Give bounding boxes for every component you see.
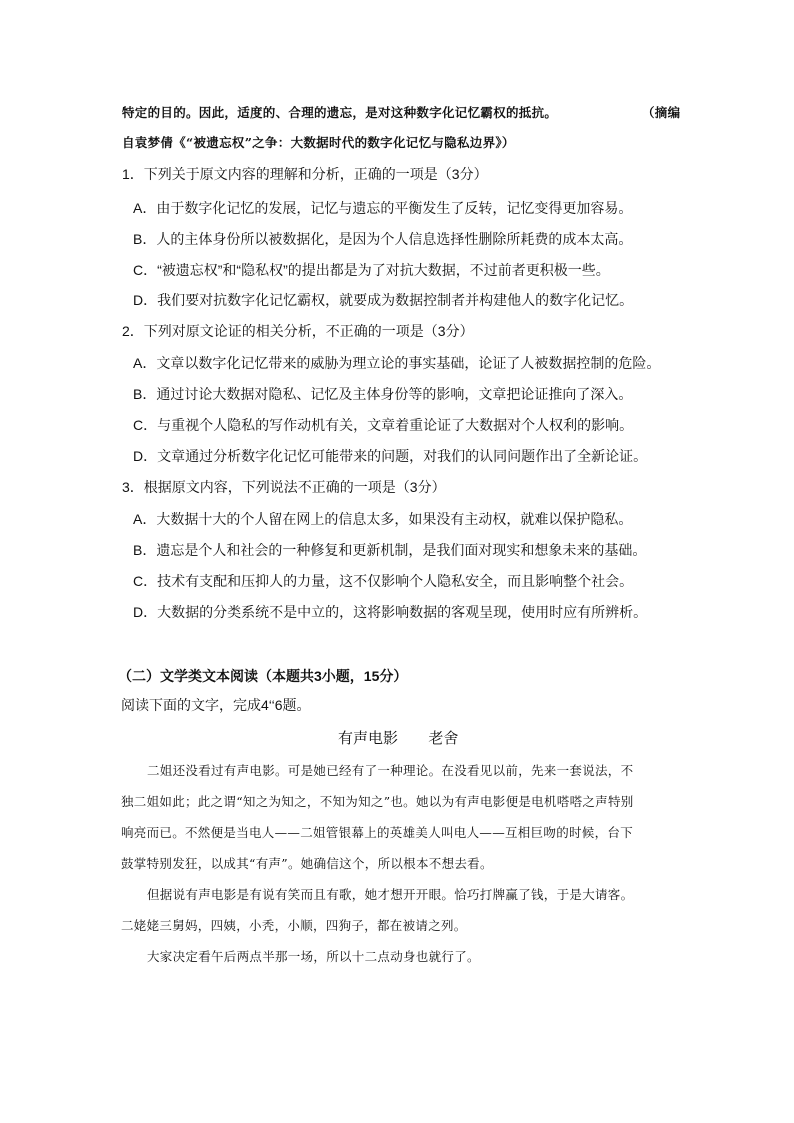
story-title: 有声电影 (338, 730, 399, 747)
story-paragraph-2-line-1: 但据说有声电影是有说有笑而且有歌，她才想开开眼。恰巧打牌赢了钱，于是大请客。 (147, 887, 634, 902)
question-2-option-b: B．通过讨论大数据对隐私、记忆及主体身份等的影响，文章把论证推向了深入。 (133, 386, 633, 402)
question-2-option-d: D．文章通过分析数字化记忆可能带来的问题，对我们的认同问题作出了全新论证。 (133, 448, 648, 464)
question-2-stem: 2．下列对原文论证的相关分析，不正确的一项是（3分） (122, 323, 474, 339)
story-title-line (338, 727, 458, 748)
story-paragraph-1-line-2: 独二姐如此；此之谓“知之为知之，不知为知之”也。她以为有声电影便是电机嗒嗒之声特别 (121, 794, 634, 809)
story-paragraph-1-line-1: 二姐还没看过有声电影。可是她已经有了一种理论。在没看见以前，先来一套说法，不 (147, 763, 634, 778)
passage-closing-line (122, 103, 681, 121)
source-citation: 自袁梦倩《“被遗忘权”之争：大数据时代的数字化记忆与隐私边界》） (122, 135, 515, 150)
question-1-option-a: A．由于数字化记忆的发展，记忆与遗忘的平衡发生了反转，记忆变得更加容易。 (133, 200, 633, 216)
passage-closing-text: 特定的目的。因此，适度的、合理的遗忘，是对这种数字化记忆霸权的抵抗。 (122, 105, 558, 120)
question-2-option-a: A．文章以数字化记忆带来的威胁为理立论的事实基础，论证了人被数据控制的危险。 (133, 355, 661, 371)
story-paragraph-1-line-4: 鼓掌特别发狂，以成其“有声”。她确信这个，所以根本不想去看。 (121, 856, 493, 871)
story-paragraph-1-line-3: 响亮而已。不然便是当电人——二姐管银幕上的英雄美人叫电人——互相巨吻的时候，台下 (121, 825, 634, 840)
question-3-option-a: A．大数据十大的个人留在网上的信息太多，如果没有主动权，就难以保护隐私。 (133, 511, 633, 527)
source-note-start: （摘编 (642, 105, 681, 120)
story-author: 老舍 (428, 730, 459, 747)
question-3-stem: 3．根据原文内容，下列说法不正确的一项是（3分） (122, 479, 446, 495)
question-3-option-d: D．大数据的分类系统不是中立的，这将影响数据的客观呈现，使用时应有所辨析。 (133, 604, 648, 620)
question-1-option-d: D．我们要对抗数字化记忆霸权，就要成为数据控制者并构建他人的数字化记忆。 (133, 292, 634, 308)
story-paragraph-3-line-1: 大家决定看午后两点半那一场，所以十二点动身也就行了。 (147, 949, 480, 964)
question-3-option-c: C．技术有支配和压抑人的力量，这不仅影响个人隐私安全，而且影响整个社会。 (133, 573, 634, 589)
section-instruction: 阅读下面的文字，完成4‘‘6题。 (121, 697, 311, 713)
question-1-stem: 1．下列关于原文内容的理解和分析，正确的一项是（3分） (122, 166, 488, 182)
question-3-option-b: B．遗忘是个人和社会的一种修复和更新机制，是我们面对现实和想象未来的基础。 (133, 542, 647, 558)
question-2-option-c: C．与重视个人隐私的写作动机有关，文章着重论证了大数据对个人权利的影响。 (133, 417, 634, 433)
question-1-option-b: B．人的主体身份所以被数据化，是因为个人信息选择性删除所耗费的成本太高。 (133, 231, 633, 247)
section-heading: （二）文学类文本阅读（本题共3小题，15分） (118, 668, 408, 684)
story-paragraph-2-line-2: 二姥姥三舅妈，四姨，小秃，小顺，四狗子，都在被请之列。 (121, 918, 467, 933)
question-1-option-c: C．“被遗忘权”和“隐私权”的提出都是为了对抗大数据，不过前者更积极一些。 (133, 262, 610, 278)
